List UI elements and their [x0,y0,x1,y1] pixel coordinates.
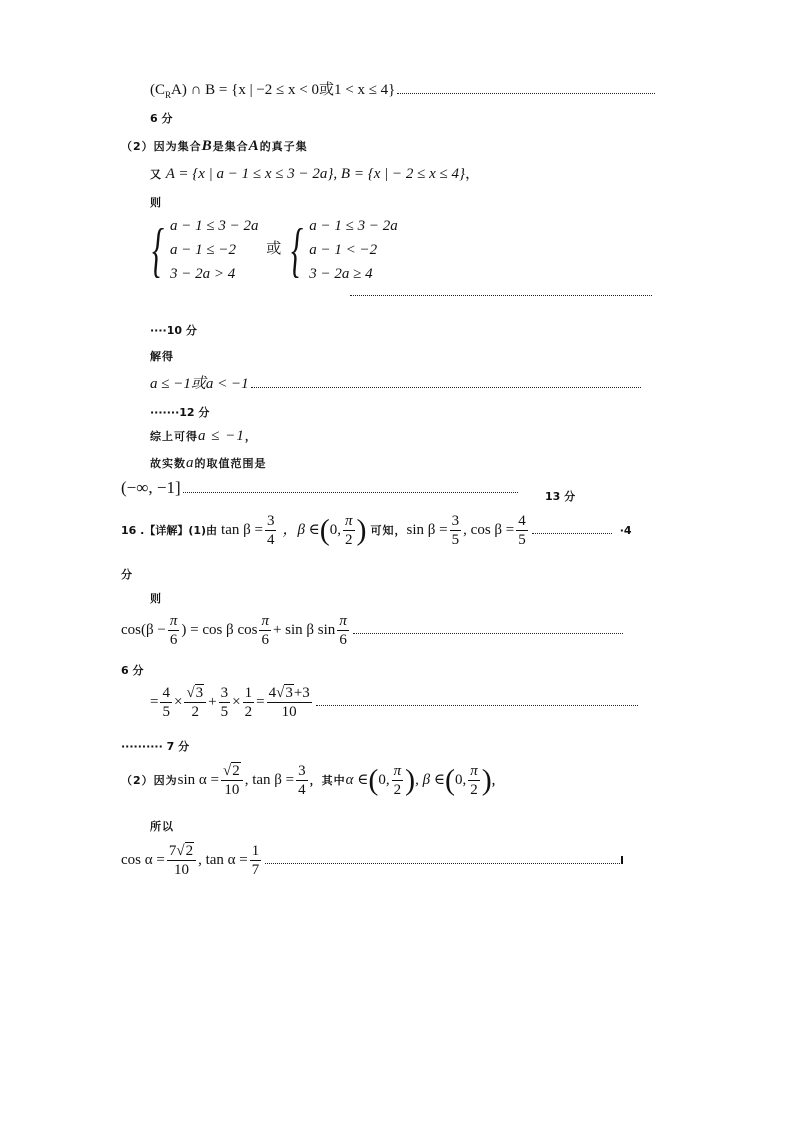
jiede-label: 解得 [150,350,174,363]
zero: 0, [329,522,342,539]
frac [450,512,462,549]
ze-label: 则 [150,196,162,209]
frac [516,512,528,549]
numerator: π [345,513,353,529]
frac: $\frac{7√2}{10}$ [167,842,196,879]
ineq: 3 − 2a > 4 [170,266,236,282]
num-part: 4 [268,685,277,701]
range-line [150,455,267,472]
denominator: 2 [191,704,200,720]
expr-part: A) ∩ B = {x | −2 ≤ x < 0或1 < x ≤ 4} [171,82,396,98]
q16-line [121,512,632,549]
q16-label: 16 .【详解】(1)由 [121,524,218,538]
score-6b: 6 分 [121,664,144,677]
numerator: 3 [451,513,460,529]
frac: $\frac{4√3+3}{10}$ [268,685,310,720]
tan-expr: , tan β = [244,772,295,789]
sin-expr: sin β = [406,522,448,539]
score-13: 13 分 [545,490,576,503]
score-10: ····10 分 [150,324,197,337]
text: 的取值范围是 [194,457,267,470]
expr: ) = cos β cos [181,621,258,638]
system-1 [170,214,258,286]
denominator: 6 [339,632,347,648]
leader-dots [532,532,612,534]
text: 是集合 [212,140,249,153]
text: ，其中 [309,774,346,788]
leader-dots [183,491,518,493]
fen-label: 分 [121,568,132,581]
result-line [150,372,641,393]
result-expr: a ≤ −1或a < −1 [150,376,249,392]
frac [265,512,277,549]
leader-dots [265,862,620,864]
score-12: ·······12 分 [150,406,210,419]
interval-line [121,478,518,498]
expr: + sin β sin [272,621,336,638]
frac [337,612,349,649]
ineq: a − 1 ≤ 3 − 2a [309,218,398,234]
leader-dots [397,92,655,94]
radicand: 3 [285,685,293,701]
denominator: 5 [518,532,526,548]
numerator: 3 [266,513,275,529]
frac [392,762,404,799]
ineq: 3 − 2a ≥ 4 [309,266,373,282]
denominator: 5 [220,704,229,720]
plus: + [208,693,217,710]
comma: ， [464,166,480,182]
suoyi-label: 所以 [150,820,174,833]
paren-open: ( [319,513,330,547]
denominator: 5 [451,532,460,548]
denominator: 10 [224,782,240,798]
frac [250,842,262,879]
text: 故实数 [150,457,186,470]
zero: 0, [378,772,390,789]
denominator: 6 [261,632,269,648]
paren-close: ) [356,513,367,547]
frac: $\frac{√3}{2}$ [184,684,206,721]
zero: 0, [454,772,467,789]
expr-part: (C [150,82,165,98]
denominator: 5 [162,704,170,720]
score-4: ·4 [619,524,632,538]
times: × [232,693,241,710]
numerator: 3 [298,763,306,779]
ineq: a − 1 < −2 [309,242,378,258]
set-definition-line [150,162,480,183]
cos-expr: , cos β = [463,522,515,539]
denominator: 2 [244,704,253,720]
numerator: 3 [220,685,229,701]
expr: a ≤ −1 [198,428,245,444]
frac [160,684,172,721]
frac: $\frac{√2}{10}$ [221,762,243,799]
text: （2）因为集合 [121,140,202,153]
complement-intersection-line [150,78,655,100]
expr: cos(β − [121,621,166,638]
cos-expr: cos α = [121,851,165,868]
radicand: 2 [185,843,194,859]
frac [296,762,308,799]
summary-line [150,428,257,445]
beta-in: , β ∈ [415,772,445,789]
text: 可知， [370,524,407,538]
eq: = [150,693,159,710]
denominator: 6 [169,632,178,648]
cos-difference-line [121,612,623,649]
paren-close: ) [481,763,492,797]
ineq: a − 1 ≤ −2 [170,242,236,258]
num-part: +3 [293,685,310,701]
radicand: 3 [195,685,204,701]
final-line [121,842,623,879]
ineq: a − 1 ≤ 3 − 2a [170,218,259,234]
denominator: 4 [266,532,275,548]
comma: ， [491,774,504,788]
eq: = [256,693,265,710]
or-text: 或 [266,241,282,258]
frac [168,612,180,649]
denominator: 4 [298,782,306,798]
denominator: 2 [393,782,402,798]
text: 的真子集 [259,140,308,153]
tan-expr: , tan α = [198,851,248,868]
score-7: ·········· 7 分 [121,740,190,753]
var-a: a [186,455,195,471]
inequality-systems [146,214,398,286]
alpha-in: α ∈ [345,772,369,789]
comma: ， [244,430,257,443]
text: 综上可得 [150,430,198,443]
system-2 [309,214,397,286]
numerator: π [339,613,347,629]
set-b-expr: , B = {x | − 2 ≤ x ≤ 4} [333,166,465,182]
numerator: 4 [162,685,170,701]
frac [343,512,355,549]
sin-expr: sin α = [177,772,219,789]
leader-dots [251,386,641,388]
tan-expr: tan β = [221,522,263,539]
numerator: π [261,613,269,629]
score-6: 6 分 [150,112,173,125]
paren-open: ( [368,763,379,797]
denominator: 2 [470,782,478,798]
left-brace: { [291,217,304,283]
denominator: 2 [345,532,353,548]
denominator: 7 [251,862,260,878]
calc-line [150,684,638,721]
num-part: 7 [168,843,177,859]
part2-heading [121,138,308,155]
beta-in: ，β ∈ [282,522,320,539]
numerator: π [393,763,402,779]
paren-open: ( [444,763,455,797]
numerator: π [470,763,478,779]
set-a-expr: A = {x | a − 1 ≤ x ≤ 3 − 2a} [165,166,334,182]
numerator: π [169,613,178,629]
frac [259,612,271,649]
leader-dots [353,632,623,634]
ze-label-2: 则 [150,592,162,605]
frac [468,762,480,799]
denominator: 10 [281,704,297,720]
end-mark [621,856,623,864]
denominator: 10 [173,862,189,878]
text: （2）因为 [121,774,178,788]
subscript-r: R [165,90,172,100]
var-b: B [201,138,213,154]
interval-expr: (−∞, −1] [121,478,181,497]
frac [243,684,255,721]
text: 又 [150,168,162,181]
var-a: A [248,138,260,154]
numerator: 4 [518,513,526,529]
q16-part2-line [121,762,504,799]
numerator: 1 [251,843,260,859]
left-brace: { [152,217,164,283]
paren-close: ) [405,763,416,797]
frac [219,684,231,721]
leader-dots [316,704,638,706]
numerator: 1 [244,685,253,701]
radicand: 2 [232,763,240,779]
leader-dots [348,283,652,301]
times: × [173,693,183,710]
